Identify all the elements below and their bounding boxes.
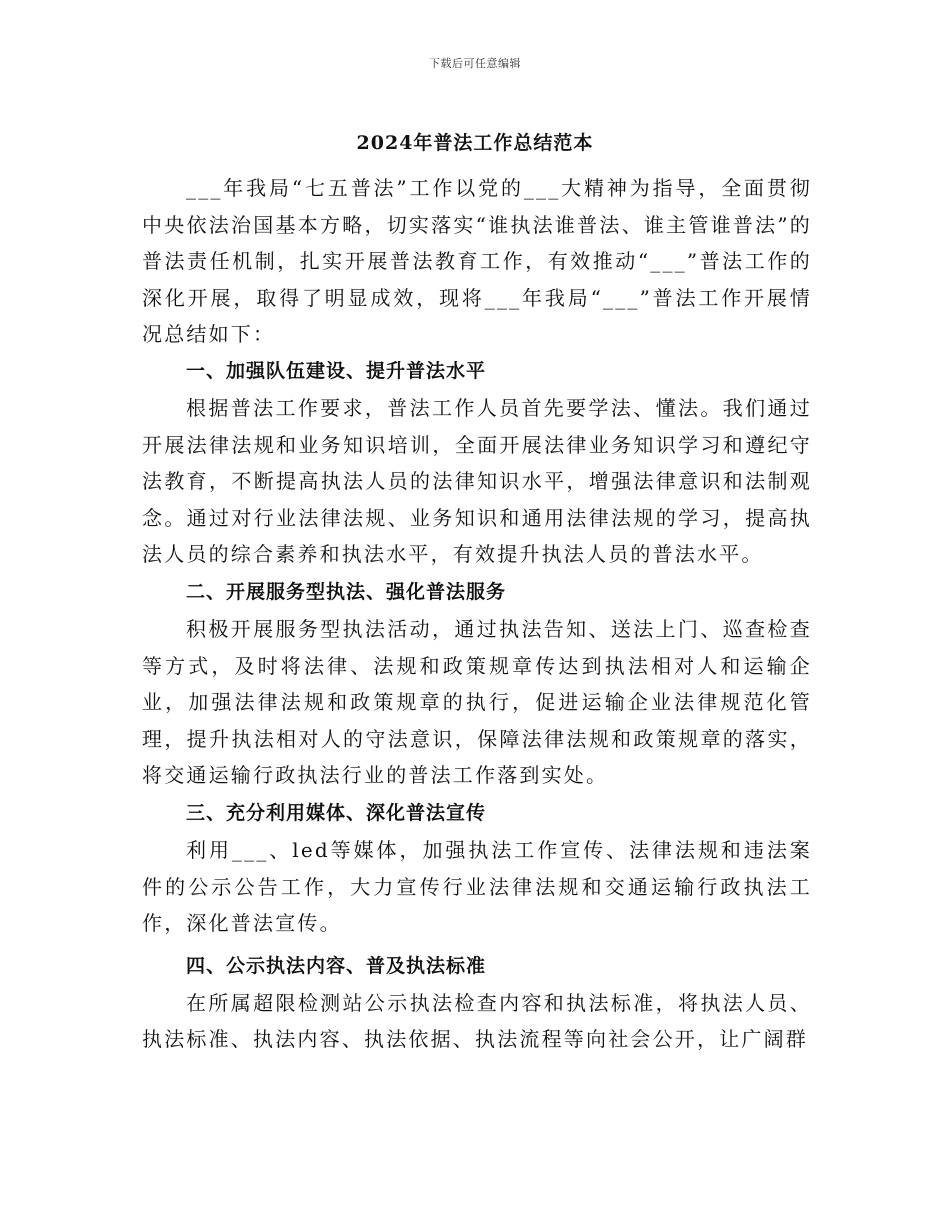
section-heading-1: 一、加强队伍建设、提升普法水平 xyxy=(186,359,487,382)
section-text-3: 利用___、led等媒体，加强执法工作宣传、法律法规和违法案件的公示公告工作，大力宣传行业法律法规和交通运输行政执法工作，深化普法宣传。 xyxy=(142,837,812,936)
section-text-1: 根据普法工作要求，普法工作人员首先要学法、懂法。我们通过开展法律法规和业务知识培训，全面开展法律业务知识学习和遵纪守法教育，不断提高执法人员的法律知识水平，增强法律意识和法制观念。通过对行业法律法规、业务知识和通用法律法规的学习，提高执法人员的综合素养和执法水平，有效提升执法人员的普法水平。 xyxy=(142,395,812,567)
section-heading-3: 三、充分利用媒体、深化普法宣传 xyxy=(186,801,487,824)
section-text-4: 在所属超限检测站公示执法检查内容和执法标准，将执法人员、执法标准、执法内容、执法依据、执法流程等向社会公开，让广阔群 xyxy=(142,990,812,1052)
document-title: 2024年普法工作总结范本 xyxy=(356,132,594,154)
intro-paragraph: ___年我局“七五普法”工作以党的___大精神为指导，全面贯彻中央依法治国基本方略，切实落实“谁执法谁普法、谁主管谁普法”的普法责任机制，扎实开展普法教育工作，有效推动“___”普法工作的深化开展，取得了明显成效，现将___年我局“___”普法工作开展情况总结如下： xyxy=(142,176,812,347)
download-note: 下载后可任意编辑 xyxy=(429,57,521,70)
section-text-2: 积极开展服务型执法活动，通过执法告知、送法上门、巡查检查等方式，及时将法律、法规和政策规章传达到执法相对人和运输企业，加强法律法规和政策规章的执行，促进运输企业法律规范化管理，提升执法相对人的守法意识，保障法律法规和政策规章的落实，将交通运输行政执法行业的普法工作落到实处。 xyxy=(142,616,812,788)
section-heading-2: 二、开展服务型执法、强化普法服务 xyxy=(186,580,507,603)
document-body xyxy=(142,170,812,1058)
section-heading-4: 四、公示执法内容、普及执法标准 xyxy=(186,954,487,977)
